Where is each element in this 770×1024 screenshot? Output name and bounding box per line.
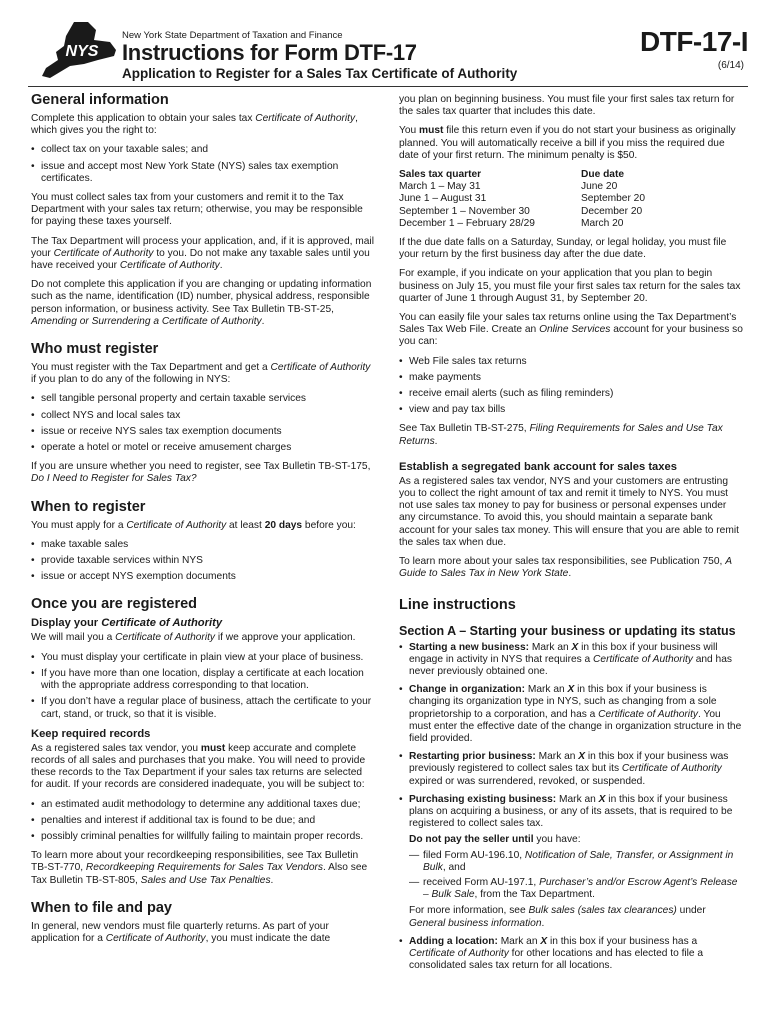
- heading-line-instructions: Line instructions: [399, 596, 516, 613]
- who-paragraph: If you are unsure whether you need to register, see Tax Bulletin TB-ST-175, Do I Need to Register for Sales Tax?: [31, 461, 371, 485]
- section-line-instructions: [399, 597, 744, 973]
- list-item: • If you don’t have a regular place of business, attach the certificate to your cart, stand, or truck, so that it is visible.: [31, 696, 376, 720]
- records-paragraph: To learn more about your recordkeeping responsibilities, see Tax Bulletin TB-ST-770, Recordkeeping Requirements for Sales Tax Vendors. Also see Tax Bulletin TB-ST-805, Sales and Use Tax Penalties.: [31, 850, 368, 886]
- heading-when-to-register: When to register: [31, 498, 146, 515]
- list-item: • make taxable sales: [31, 539, 376, 551]
- file-paragraph: You can easily file your sales tax returns online using the Tax Department’s Sales Tax Web File. Create an Online Services account for your business so you can:: [399, 312, 743, 348]
- heading-once-registered: Once you are registered: [31, 596, 198, 613]
- schedule-quarter: March 1 – May 31: [399, 181, 481, 193]
- list-item: • If you have more than one location, display a certificate at each location with the appropriate address corresponding to that location.: [31, 668, 376, 692]
- list-item: • make payments: [399, 372, 744, 384]
- file-paragraph: For example, if you indicate on your application that you plan to begin business on July 15, you must file your first sales tax return for the sales tax quarter of June 1 through August 31, by September 20.: [399, 268, 741, 304]
- heading-section-a: Section A – Starting your business or updating its status: [399, 623, 736, 638]
- file-paragraph: You must file this return even if you do not start your business as originally planned. You will automatically receive a bill if you miss the required due date of your first return. The minimum penalty is $50.: [399, 125, 736, 161]
- list-item: • Adding a location: Mark an X in this box if your business has a Certificate of Authority for other locations and has elected to file a consolidated sales tax return for all locations.: [399, 936, 744, 973]
- list-item: • Restarting prior business: Mark an X in this box if your business was previously registered to collect sales tax but its Certificate of Authority expired or was surrendered, revoked, or suspended.: [399, 751, 744, 788]
- list-item: • Purchasing existing business: Mark an X in this box if your business plans on acquiring a business, or any of its assets, that is required to be registered to collect sales tax. Do not pay the seller until you have: — filed Form AU-196.10, Notification of Sale, Transfer, or Assignment in Bulk, and — received Form AU-197.1, Purchaser’s and/or Escrow Agent’s Release – Bulk Sale, from the Tax Department. For more information, see Bulk sales (sales tax clearances) under General business information.: [399, 794, 744, 930]
- schedule-quarter: September 1 – November 30: [399, 205, 530, 217]
- file-paragraph-continued: you plan on beginning business. You must file your first sales tax return for the sales tax quarter that includes this date.: [399, 94, 735, 118]
- page-title: Instructions for Form DTF-17: [122, 40, 417, 65]
- do-not-pay-note: Do not pay the seller until you have:: [409, 834, 581, 846]
- section-a-list: [399, 642, 744, 973]
- file-paragraph: If the due date falls on a Saturday, Sunday, or legal holiday, you must file your return by the first business day after the due date.: [399, 237, 727, 261]
- schedule-header-quarter: Sales tax quarter: [399, 169, 482, 181]
- list-item: • provide taxable services within NYS: [31, 555, 376, 567]
- schedule-due-date: September 20: [581, 193, 645, 205]
- schedule-due-date: December 20: [581, 205, 643, 217]
- section-when-to-register: [31, 499, 376, 584]
- bank-paragraph: As a registered sales tax vendor, NYS and your customers are entrusting you to collect the right amount of tax and remit it timely to NYS. You must not use sales tax money to pay for business or personal expenses under any circumstance. To avoid this, you should maintain a separate bank account for your sales tax money. This will ensure that you are able to remit the sales tax when due.: [399, 475, 739, 548]
- list-item: • an estimated audit methodology to determine any additional taxes due;: [31, 799, 376, 811]
- schedule-quarter: December 1 – February 28/29: [399, 217, 535, 229]
- form-number: DTF-17-I: [640, 26, 748, 57]
- page-subtitle: Application to Register for a Sales Tax Certificate of Authority: [122, 66, 518, 81]
- display-list: [31, 652, 376, 721]
- general-paragraph: You must collect sales tax from your customers and remit it to the Tax Department with your sales tax return; otherwise, you may be responsible for paying these taxes yourself.: [31, 192, 363, 228]
- who-paragraph: You must register with the Tax Department and get a Certificate of Authority if you plan to do any of the following in NYS:: [31, 362, 371, 386]
- schedule-due-date: March 20: [581, 217, 624, 229]
- schedule-due-date: June 20: [581, 181, 618, 193]
- logo-text: NYS: [65, 43, 99, 60]
- revision-date: (6/14): [717, 60, 744, 71]
- records-paragraph: As a registered sales tax vendor, you must keep accurate and complete records of all sales and purchases that you make. You will need to provide these records to the Tax Department if your sales tax returns are selected for audit. If your records are considered inadequate, you will be subject to:: [31, 742, 366, 791]
- section-who-must-register: [31, 341, 376, 486]
- list-item: • issue or accept NYS exemption documents: [31, 571, 376, 583]
- heading-bank-account: Establish a segregated bank account for sales taxes: [399, 460, 677, 473]
- subheading-display-certificate: Display your Certificate of Authority: [31, 617, 223, 630]
- when-list: [31, 539, 376, 584]
- department-name: New York State Department of Taxation and Finance: [122, 30, 343, 41]
- due-date-schedule: [399, 169, 744, 230]
- general-paragraph: The Tax Department will process your application, and, if it is approved, mail your Certificate of Authority to you. Do not make any taxable sales until you have received your Certificate of Authority.: [31, 235, 374, 272]
- header-divider: [28, 86, 748, 87]
- file-paragraph: In general, new vendors must file quarterly returns. As part of your application for a Certificate of Authority, you must indicate the date: [31, 920, 331, 944]
- section-general-information: [31, 92, 376, 328]
- list-item: — received Form AU-197.1, Purchaser’s and/or Escrow Agent’s Release – Bulk Sale, from the Tax Department.: [409, 877, 744, 901]
- list-item: • Web File sales tax returns: [399, 356, 744, 368]
- list-item: • issue and accept most New York State (NYS) sales tax exemption certificates.: [31, 161, 376, 185]
- list-item: • possibly criminal penalties for willfully failing to maintain proper records.: [31, 831, 376, 843]
- section-bank-account: [399, 461, 744, 581]
- list-item: • receive email alerts (such as filing reminders): [399, 388, 744, 400]
- list-item: • penalties and interest if additional tax is found to be due; and: [31, 815, 376, 827]
- right-column: [399, 94, 744, 979]
- when-paragraph: You must apply for a Certificate of Authority at least 20 days before you:: [31, 519, 356, 531]
- who-activities-list: [31, 393, 376, 454]
- general-paragraph: Do not complete this application if you are changing or updating information such as the name, identification (ID) number, physical address, responsible person information, or business activity. See Tax Bulletin TB-ST-25, Amending or Surrendering a Certificate of Authority.: [31, 279, 372, 327]
- heading-general-information: General information: [31, 92, 169, 108]
- records-list: [31, 799, 376, 844]
- list-item: • issue or receive NYS sales tax exemption documents: [31, 426, 376, 438]
- section-once-registered: [31, 596, 376, 886]
- left-column: [31, 92, 376, 952]
- list-item: • operate a hotel or motel or receive amusement charges: [31, 442, 376, 454]
- file-paragraph: See Tax Bulletin TB-ST-275, Filing Requirements for Sales and Use Tax Returns.: [399, 423, 723, 447]
- list-item: • collect tax on your taxable sales; and: [31, 144, 376, 156]
- list-item: — filed Form AU-196.10, Notification of Sale, Transfer, or Assignment in Bulk, and: [409, 850, 744, 874]
- list-item: • Starting a new business: Mark an X in this box if your business will engage in activity in NYS that requires a Certificate of Authority and has never previously obtained one.: [399, 642, 744, 679]
- online-services-list: [399, 356, 744, 417]
- general-rights-list: [31, 144, 376, 185]
- bank-paragraph: To learn more about your sales tax responsibilities, see Publication 750, A Guide to Sales Tax in New York State.: [399, 556, 732, 580]
- list-item: • view and pay tax bills: [399, 404, 744, 416]
- list-item: • sell tangible personal property and certain taxable services: [31, 393, 376, 405]
- heading-when-to-file: When to file and pay: [31, 899, 172, 916]
- subheading-keep-records: Keep required records: [31, 727, 151, 740]
- schedule-quarter: June 1 – August 31: [399, 193, 487, 205]
- list-item: • collect NYS and local sales tax: [31, 410, 376, 422]
- section-when-to-file: [31, 900, 376, 945]
- schedule-header-due-date: Due date: [581, 169, 625, 181]
- once-paragraph: We will mail you a Certificate of Authority if we approve your application.: [31, 632, 356, 644]
- nys-state-logo: [30, 20, 118, 82]
- bulk-sale-forms-list: [409, 850, 744, 902]
- list-item: • Change in organization: Mark an X in this box if your business is changing its organization type in NYS, such as changing from a sole proprietorship to a corporation, and has a Certificate of Authority. You must enter the effective date of the change in organization structure in the field provided.: [399, 684, 744, 745]
- list-item: • You must display your certificate in plain view at your place of business.: [31, 652, 376, 664]
- bulk-sales-reference: For more information, see Bulk sales (sales tax clearances) under General business information.: [409, 905, 706, 929]
- heading-who-must-register: Who must register: [31, 341, 159, 358]
- general-intro: Complete this application to obtain your sales tax Certificate of Authority, which gives you the right to:: [31, 113, 358, 137]
